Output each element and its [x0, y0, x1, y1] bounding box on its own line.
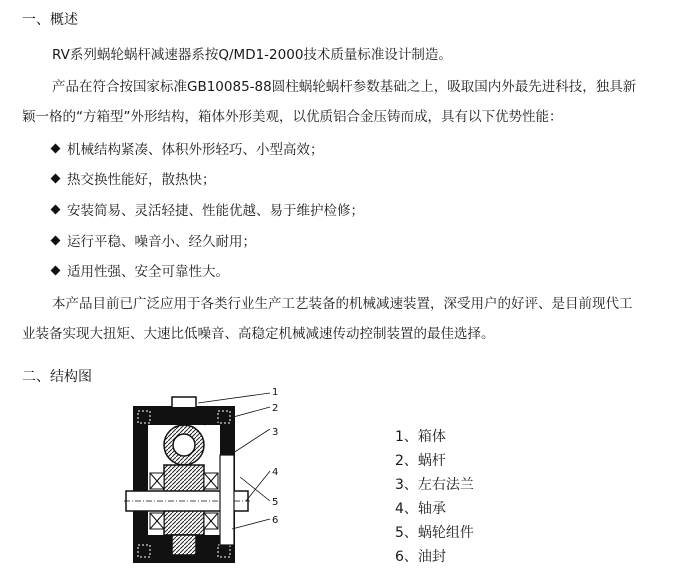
legend-item-4: 4、轴承	[395, 501, 446, 517]
feature-item-3	[52, 199, 364, 219]
legend-item-3: 3、左右法兰	[395, 477, 474, 493]
intro-paragraph: RV系列蜗轮蜗杆减速器系按Q/MD1-2000技术质量标准设计制造。	[52, 47, 452, 63]
callout-3: 3	[272, 427, 279, 438]
legend-item-6: 6、油封	[395, 549, 446, 565]
reducer-cross-section-diagram	[120, 385, 300, 565]
feature-text-4: 运行平稳、噪音小、经久耐用；	[67, 234, 256, 250]
flange	[220, 455, 234, 545]
structure-heading: 二、结构图	[22, 369, 92, 385]
legend-item-5: 5、蜗轮组件	[395, 525, 474, 541]
callout-4: 4	[272, 467, 279, 478]
feature-text-1: 机械结构紧凑、体积外形轻巧、小型高效；	[67, 142, 324, 158]
diamond-bullet-icon	[51, 144, 61, 154]
legend-item-2: 2、蜗杆	[395, 453, 446, 469]
description-line-1: 产品在符合按国家标准GB10085-88圆柱蜗轮蜗杆参数基础之上，吸取国内外最先进科技，独具新	[52, 79, 637, 95]
diamond-bullet-icon	[51, 205, 61, 215]
callout-2: 2	[272, 403, 279, 414]
callout-6: 6	[272, 515, 279, 526]
legend-item-1: 1、箱体	[395, 429, 446, 445]
application-line-2: 业装备实现大扭矩、大速比低噪音、高稳定机械减速传动控制装置的最佳选择。	[22, 326, 495, 342]
description-line-2: 颖一格的“方箱型”外形结构，箱体外形美观，以优质铝合金压铸而成，具有以下优势性能：	[22, 109, 563, 125]
overview-heading: 一、概述	[22, 12, 78, 28]
feature-item-1	[52, 138, 324, 158]
callout-1: 1	[272, 387, 279, 398]
feature-text-3: 安装简易、灵活轻捷、性能优越、易于维护检修；	[67, 203, 364, 219]
diamond-bullet-icon	[51, 236, 61, 246]
diamond-bullet-icon	[51, 266, 61, 276]
feature-item-2	[52, 168, 216, 188]
feature-item-4	[52, 230, 256, 250]
feature-text-5: 适用性强、安全可靠性大。	[67, 264, 229, 280]
feature-item-5	[52, 260, 229, 280]
diamond-bullet-icon	[51, 174, 61, 184]
callout-5: 5	[272, 497, 279, 508]
application-line-1: 本产品目前已广泛应用于各类行业生产工艺装备的机械减速装置，深受用户的好评、是目前现代工	[52, 296, 633, 312]
feature-text-2: 热交换性能好，散热快；	[67, 172, 216, 188]
